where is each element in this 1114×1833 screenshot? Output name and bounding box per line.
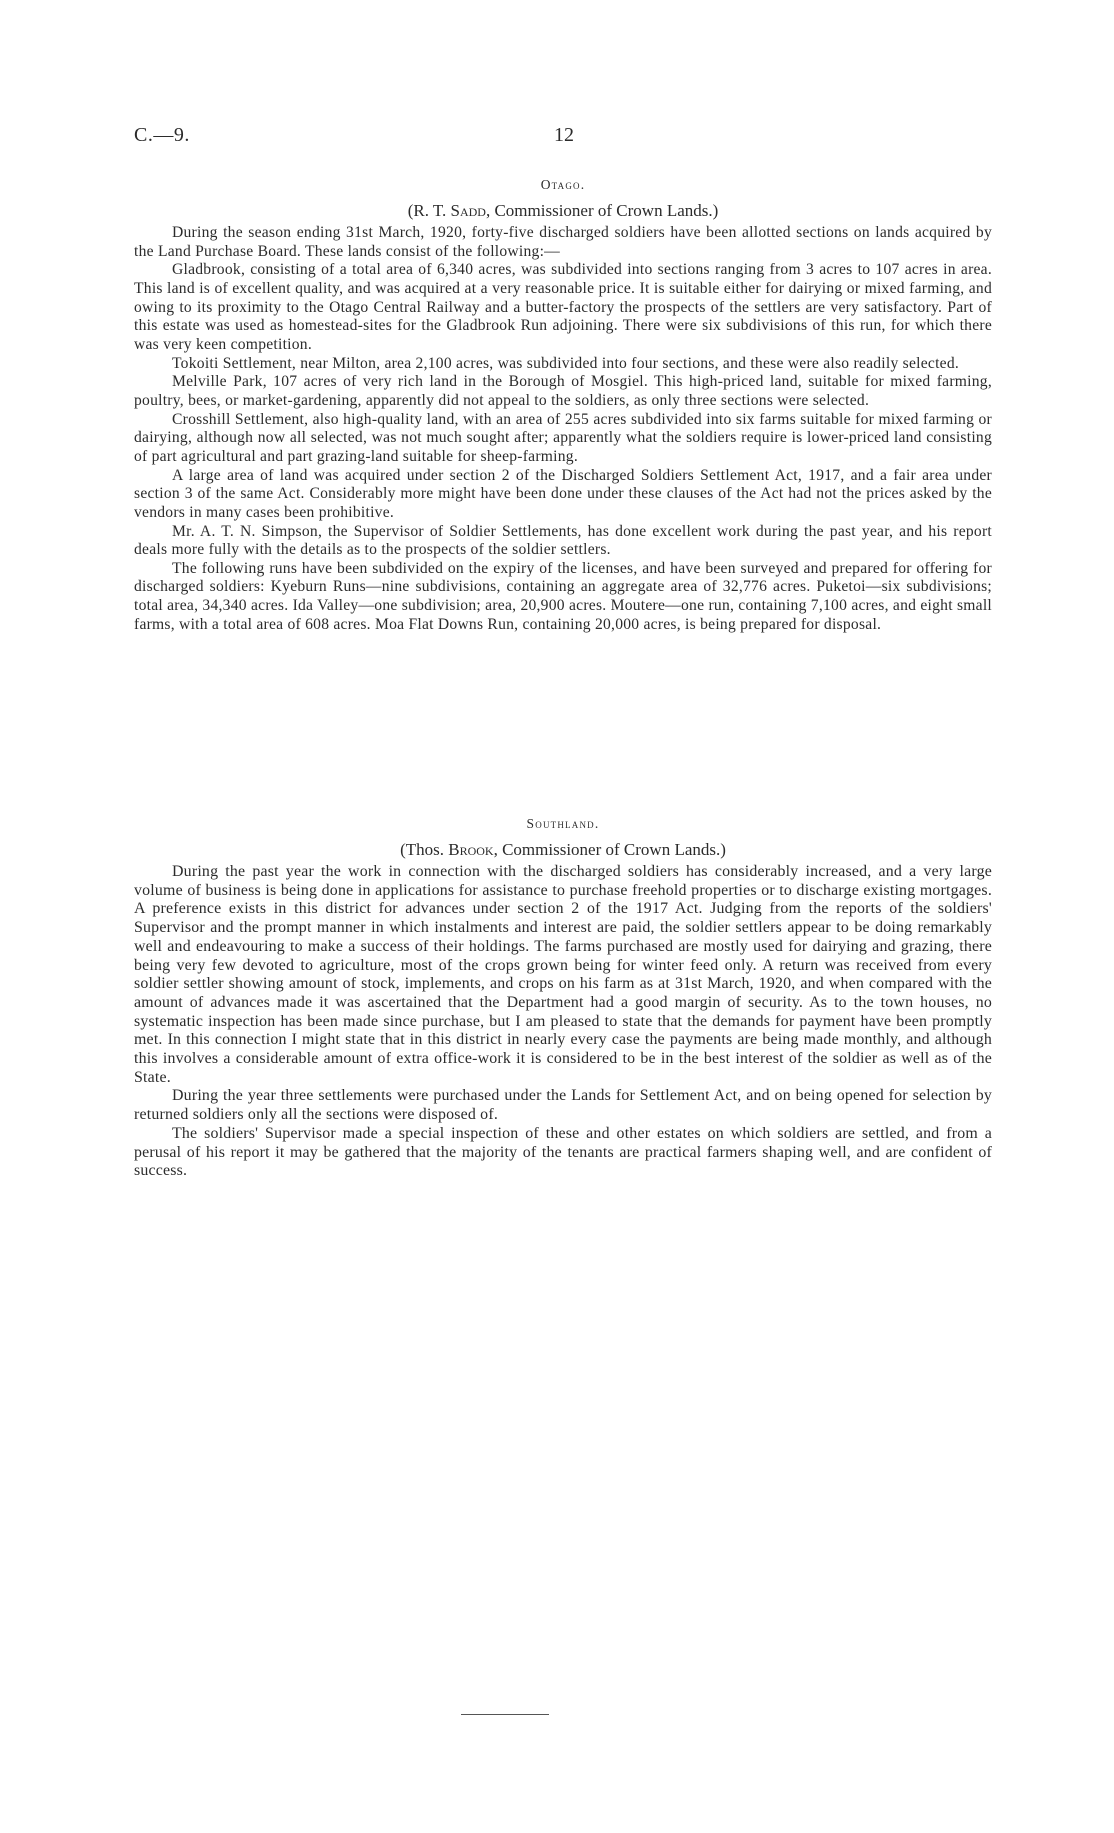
section-heading-otago: Otago. xyxy=(540,177,586,192)
document-reference: C.—9. xyxy=(134,124,190,146)
closing-rule xyxy=(461,1714,549,1715)
paragraph: A large area of land was acquired under section 2 of the Discharged Soldiers Settlement Act, 1917, and a fair area under section 3 of the same Act. Considerably more might have been done under these clauses of the Act had not the prices asked by the vendors in many cases been prohibitive. xyxy=(134,466,992,521)
commissioner-name: Sadd xyxy=(450,201,486,220)
section-heading-southland: Southland. xyxy=(526,816,600,831)
commissioner-line-otago: (R. T. Sadd, Commissioner of Crown Lands.) xyxy=(407,201,719,220)
paragraph: During the year three settlements were purchased under the Lands for Settlement Act, and on being opened for selection by returned soldiers only all the sections were disposed of. xyxy=(134,1087,992,1124)
otago-section xyxy=(134,177,992,634)
paragraph: During the past year the work in connection with the discharged soldiers has considerably increased, and a very large volume of business is being done in applications for assistance to purchase freehold properties or to discharge existing mortgages. A preference exists in this district for advances under section 2 of the 1917 Act. Judging from the reports of the soldiers' Supervisor and the prompt manner in which instalments and interest are paid, the soldier settlers appear to be doing remarkably well and endeavouring to make a success of their holdings. The farms purchased are mostly used for dairying and grazing, there being very few devoted to agriculture, most of the crops grown being for winter feed only. A return was received from every soldier settler showing amount of stock, implements, and crops on his farm as at 31st March, 1920, and when compared with the amount of advances made it was ascertained that the Department had a good margin of security. As to the town houses, no systematic inspection has been made since purchase, but I am pleased to state that the demands for payment have been promptly met. In this connection I might state that in this district in nearly every case the payments are being made monthly, and although this involves a considerable amount of extra office-work it is considered to be in the best interest of the soldier as well as of the State. xyxy=(134,863,992,1086)
southland-section xyxy=(134,816,992,1181)
paragraph: Gladbrook, consisting of a total area of 6,340 acres, was subdivided into sections ranging from 3 acres to 107 acres in area. This land is of excellent quality, and was acquired at a very reasonable price. It is suitable either for dairying or mixed farming, and owing to its proximity to the Otago Central Railway and a butter-factory the prospects of the settlers are very satisfactory. Part of this estate was used as homestead-sites for the Gladbrook Run adjoining. There were six subdivisions of this run, for which there was very keen competition. xyxy=(134,261,992,353)
page-number: 12 xyxy=(554,124,574,146)
paragraph: The following runs have been subdivided on the expiry of the licenses, and have been surveyed and prepared for offering for discharged soldiers: Kyeburn Runs—nine subdivisions, containing an aggregate area of 32,776 acres. Puketoi—six subdivisions; total area, 34,340 acres. Ida Valley—one subdivision; area, 20,900 acres. Moutere—one run, containing 7,100 acres, and eight small farms, with a total area of 608 acres. Moa Flat Downs Run, containing 20,000 acres, is being prepared for disposal. xyxy=(134,559,992,633)
commissioner-name: Brook xyxy=(448,840,494,859)
paragraph: During the season ending 31st March, 1920, forty-five discharged soldiers have been allotted sections on lands acquired by the Land Purchase Board. These lands consist of the following:— xyxy=(134,224,992,260)
paragraph: Melville Park, 107 acres of very rich land in the Borough of Mosgiel. This high-priced land, suitable for mixed farming, poultry, bees, or market-gardening, apparently did not appeal to the soldiers, as only three sections were selected. xyxy=(134,373,992,409)
page-header xyxy=(134,124,994,154)
paragraph: Crosshill Settlement, also high-quality land, with an area of 255 acres subdivided into six farms suitable for mixed farming or dairying, although now all selected, was not much sought after; apparently what the soldiers require is lower-priced land consisting of part agricultural and part grazing-land suitable for sheep-farming. xyxy=(134,410,992,465)
paragraph: The soldiers' Supervisor made a special inspection of these and other estates on which soldiers are settled, and from a perusal of his report it may be gathered that the majority of the tenants are practical farmers shaping well, and are confident of success. xyxy=(134,1124,992,1180)
paragraph: Tokoiti Settlement, near Milton, area 2,100 acres, was subdivided into four sections, and these were also readily selected. xyxy=(172,354,960,372)
paragraph: Mr. A. T. N. Simpson, the Supervisor of Soldier Settlements, has done excellent work during the past year, and his report deals more fully with the details as to the prospects of the soldier settlers. xyxy=(134,522,992,559)
commissioner-line-southland: (Thos. Brook, Commissioner of Crown Lands.) xyxy=(400,840,726,859)
